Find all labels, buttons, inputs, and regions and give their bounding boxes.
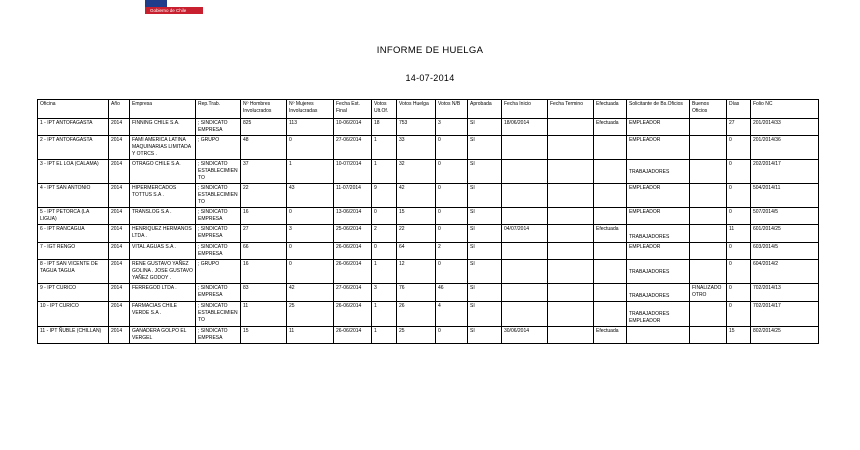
- cell-folio: 802/2014/25: [751, 327, 819, 344]
- cell-solicitante-text: EMPLEADOR: [629, 209, 661, 215]
- cell-mujeres: 113: [287, 119, 334, 136]
- cell-fecha-final: 13-06/2014: [334, 208, 372, 225]
- cell-buenos: [690, 136, 727, 160]
- cell-fecha-termino: [548, 302, 594, 327]
- cell-oficina: 7 - IGT RENGO: [38, 243, 109, 260]
- cell-oficina: 8 - IPT SAN VICENTE DE TAGUA TAGUA: [38, 260, 109, 284]
- cell-rep: ; SINDICATO ESTABLECIMIENTO: [196, 184, 241, 208]
- cell-hombres: 11: [241, 302, 287, 327]
- cell-fecha-inicio: [502, 243, 548, 260]
- cell-folio: 702/2014/13: [751, 284, 819, 302]
- cell-anio: 2014: [109, 302, 130, 327]
- cell-oficina: 5 - IPT PETORCA (LA LIGUA): [38, 208, 109, 225]
- column-header: Votos Ult.Of.: [372, 100, 397, 119]
- cell-votos-huelga: 33: [397, 136, 436, 160]
- cell-empresa: GANADERA GOLPO EL VERGEL: [130, 327, 196, 344]
- cell-buenos: [690, 243, 727, 260]
- cell-votos-ult: 0: [372, 208, 397, 225]
- cell-fecha-inicio: 30/06/2014: [502, 327, 548, 344]
- cell-votos-nb: 0: [436, 260, 468, 284]
- cell-aprobada: SI: [468, 160, 502, 184]
- cell-solicitante-text: EMPLEADOR: [629, 185, 661, 191]
- cell-solicitante-lower-text: TRABAJADORES: [629, 269, 670, 275]
- cell-aprobada: SI: [468, 119, 502, 136]
- cell-hombres: 22: [241, 184, 287, 208]
- cell-oficina: 9 - IPT CURICO: [38, 284, 109, 302]
- cell-aprobada: SI: [468, 284, 502, 302]
- cell-solicitante: [627, 225, 690, 243]
- cell-solicitante-lower-text: TRABAJADORES EMPLEADOR: [629, 311, 670, 324]
- cell-rep: ; SINDICATO EMPRESA: [196, 284, 241, 302]
- cell-folio: 507/2014/5: [751, 208, 819, 225]
- cell-efectuada: [594, 243, 627, 260]
- cell-votos-huelga: 25: [397, 327, 436, 344]
- cell-oficina: 6 - IPT RANCAGUA: [38, 225, 109, 243]
- cell-hombres: 37: [241, 160, 287, 184]
- table-header-row: [38, 100, 819, 119]
- cell-aprobada: SI: [468, 302, 502, 327]
- logo-text: Gobierno de Chile: [150, 8, 187, 13]
- cell-votos-nb: 0: [436, 184, 468, 208]
- cell-fecha-termino: [548, 136, 594, 160]
- cell-solicitante-lower-text: TRABAJADORES: [629, 234, 670, 240]
- cell-anio: 2014: [109, 225, 130, 243]
- cell-votos-ult: 0: [372, 243, 397, 260]
- cell-buenos: [690, 119, 727, 136]
- cell-votos-ult: 9: [372, 184, 397, 208]
- cell-hombres: 83: [241, 284, 287, 302]
- report-title: INFORME DE HUELGA: [376, 45, 484, 56]
- cell-folio: 504/2014/11: [751, 184, 819, 208]
- cell-votos-nb: 0: [436, 225, 468, 243]
- table-row: [38, 225, 819, 243]
- cell-aprobada: SI: [468, 208, 502, 225]
- cell-folio: 201/2014/36: [751, 136, 819, 160]
- cell-solicitante: [627, 243, 690, 260]
- table-row: [38, 184, 819, 208]
- cell-votos-ult: 2: [372, 225, 397, 243]
- cell-votos-ult: 1: [372, 260, 397, 284]
- cell-hombres: 66: [241, 243, 287, 260]
- cell-fecha-inicio: [502, 302, 548, 327]
- cell-efectuada: [594, 302, 627, 327]
- cell-hombres: 48: [241, 136, 287, 160]
- cell-buenos: [690, 302, 727, 327]
- cell-votos-nb: 0: [436, 136, 468, 160]
- cell-solicitante-text: EMPLEADOR: [629, 137, 661, 143]
- cell-anio: 2014: [109, 243, 130, 260]
- cell-votos-huelga: 753: [397, 119, 436, 136]
- logo-blue-block: [145, 0, 167, 7]
- column-header: Fecha Inicio: [502, 100, 548, 119]
- cell-votos-huelga: 76: [397, 284, 436, 302]
- cell-votos-huelga: 26: [397, 302, 436, 327]
- cell-votos-nb: 46: [436, 284, 468, 302]
- strike-report-table: [37, 99, 819, 344]
- cell-buenos: [690, 160, 727, 184]
- column-header: Aprobada: [468, 100, 502, 119]
- column-header: Año: [109, 100, 130, 119]
- cell-anio: 2014: [109, 327, 130, 344]
- cell-solicitante: [627, 160, 690, 184]
- cell-dias: 27: [727, 119, 751, 136]
- cell-fecha-inicio: [502, 136, 548, 160]
- cell-votos-ult: 1: [372, 302, 397, 327]
- column-header: Fecha Termino: [548, 100, 594, 119]
- cell-efectuada: Efectuada: [594, 119, 627, 136]
- column-header: Votos Huelga: [397, 100, 436, 119]
- cell-fecha-inicio: [502, 160, 548, 184]
- cell-anio: 2014: [109, 284, 130, 302]
- cell-fecha-inicio: [502, 284, 548, 302]
- column-header: Votos N/B: [436, 100, 468, 119]
- cell-buenos: [690, 225, 727, 243]
- cell-fecha-final: 26-06/2014: [334, 327, 372, 344]
- cell-dias: 15: [727, 327, 751, 344]
- cell-efectuada: [594, 260, 627, 284]
- cell-anio: 2014: [109, 260, 130, 284]
- cell-fecha-termino: [548, 327, 594, 344]
- cell-fecha-final: 26-06/2014: [334, 243, 372, 260]
- table-body: [38, 119, 819, 344]
- cell-mujeres: 0: [287, 136, 334, 160]
- cell-votos-huelga: 64: [397, 243, 436, 260]
- cell-efectuada: [594, 184, 627, 208]
- cell-fecha-final: 10-07/2014: [334, 160, 372, 184]
- cell-fecha-termino: [548, 284, 594, 302]
- cell-oficina: 1 - IPT ANTOFAGASTA: [38, 119, 109, 136]
- cell-efectuada: Efectuada: [594, 225, 627, 243]
- cell-fecha-final: 10-06/2014: [334, 119, 372, 136]
- cell-votos-ult: 1: [372, 327, 397, 344]
- cell-rep: ; SINDICATO EMPRESA: [196, 208, 241, 225]
- cell-solicitante-text: EMPLEADOR: [629, 244, 661, 250]
- table-row: [38, 160, 819, 184]
- column-header: Nº Mujeres Involucradas: [287, 100, 334, 119]
- cell-fecha-final: 27-06/2014: [334, 284, 372, 302]
- cell-efectuada: [594, 160, 627, 184]
- cell-mujeres: 0: [287, 260, 334, 284]
- report-date: 14-07-2014: [405, 73, 455, 83]
- cell-solicitante: [627, 119, 690, 136]
- table-row: [38, 327, 819, 344]
- cell-aprobada: SI: [468, 184, 502, 208]
- cell-hombres: 16: [241, 208, 287, 225]
- cell-efectuada: [594, 136, 627, 160]
- cell-buenos: [690, 208, 727, 225]
- cell-mujeres: 0: [287, 208, 334, 225]
- cell-oficina: 11 - IPT ÑUBLE (CHILLAN): [38, 327, 109, 344]
- cell-mujeres: 11: [287, 327, 334, 344]
- cell-hombres: 15: [241, 327, 287, 344]
- cell-dias: 0: [727, 184, 751, 208]
- cell-efectuada: [594, 284, 627, 302]
- table-row: [38, 243, 819, 260]
- cell-rep: ; GRUPO: [196, 260, 241, 284]
- table-row: [38, 260, 819, 284]
- cell-fecha-termino: [548, 160, 594, 184]
- cell-oficina: 4 - IPT SAN ANTONIO: [38, 184, 109, 208]
- cell-solicitante: [627, 260, 690, 284]
- cell-fecha-termino: [548, 225, 594, 243]
- cell-anio: 2014: [109, 119, 130, 136]
- cell-votos-nb: 0: [436, 208, 468, 225]
- table-row: [38, 208, 819, 225]
- cell-dias: 0: [727, 284, 751, 302]
- cell-anio: 2014: [109, 160, 130, 184]
- cell-votos-huelga: 15: [397, 208, 436, 225]
- cell-votos-huelga: 32: [397, 160, 436, 184]
- cell-buenos: [690, 327, 727, 344]
- cell-oficina: 2 - IPT ANTOFAGASTA: [38, 136, 109, 160]
- cell-rep: ; SINDICATO EMPRESA: [196, 327, 241, 344]
- column-header: Fecha Est. Final: [334, 100, 372, 119]
- cell-empresa: FARMACIAS CHILE VERDE S.A .: [130, 302, 196, 327]
- cell-votos-ult: 3: [372, 284, 397, 302]
- cell-anio: 2014: [109, 184, 130, 208]
- cell-buenos: [690, 260, 727, 284]
- cell-solicitante: [627, 284, 690, 302]
- cell-empresa: RENE GUSTAVO YAÑEZ GOLINA . JOSE GUSTAVO YAÑEZ GODOY .: [130, 260, 196, 284]
- cell-votos-huelga: 12: [397, 260, 436, 284]
- cell-folio: 702/2014/17: [751, 302, 819, 327]
- table-row: [38, 302, 819, 327]
- cell-fecha-inicio: 18/06/2014: [502, 119, 548, 136]
- cell-folio: 201/2014/33: [751, 119, 819, 136]
- cell-aprobada: SI: [468, 225, 502, 243]
- column-header: Nº Hombres Involucrados: [241, 100, 287, 119]
- cell-empresa: HENRIQUEZ HERMANOS LTDA .: [130, 225, 196, 243]
- cell-fecha-final: 27-06/2014: [334, 136, 372, 160]
- column-header: Folio NC: [751, 100, 819, 119]
- cell-rep: ; SINDICATO ESTABLECIMIENTO: [196, 160, 241, 184]
- cell-fecha-final: 11-07/2014: [334, 184, 372, 208]
- cell-dias: 0: [727, 208, 751, 225]
- cell-mujeres: 3: [287, 225, 334, 243]
- cell-aprobada: SI: [468, 327, 502, 344]
- gobierno-logo: [145, 0, 203, 14]
- cell-folio: 601/2014/25: [751, 225, 819, 243]
- cell-votos-ult: 1: [372, 160, 397, 184]
- cell-folio: 603/2014/5: [751, 243, 819, 260]
- column-header: Días: [727, 100, 751, 119]
- cell-fecha-inicio: 04/07/2014: [502, 225, 548, 243]
- cell-solicitante-lower-text: TRABAJADORES: [629, 293, 670, 299]
- cell-mujeres: 0: [287, 243, 334, 260]
- cell-fecha-termino: [548, 184, 594, 208]
- cell-empresa: HIPERMERCADOS TOTTUS S.A .: [130, 184, 196, 208]
- cell-anio: 2014: [109, 208, 130, 225]
- column-header: Buenos Oficios: [690, 100, 727, 119]
- cell-aprobada: SI: [468, 243, 502, 260]
- cell-solicitante: [627, 136, 690, 160]
- cell-efectuada: Efectuada: [594, 327, 627, 344]
- cell-solicitante: [627, 327, 690, 344]
- cell-mujeres: 25: [287, 302, 334, 327]
- cell-votos-ult: 1: [372, 136, 397, 160]
- cell-efectuada: [594, 208, 627, 225]
- cell-rep: ; SINDICATO EMPRESA: [196, 243, 241, 260]
- cell-dias: 0: [727, 136, 751, 160]
- cell-votos-nb: 2: [436, 243, 468, 260]
- cell-empresa: TRANSLOG S.A .: [130, 208, 196, 225]
- cell-solicitante-text: EMPLEADOR: [629, 120, 661, 126]
- cell-buenos: [690, 184, 727, 208]
- cell-empresa: FINNING CHILE S.A.: [130, 119, 196, 136]
- cell-fecha-inicio: [502, 184, 548, 208]
- column-header: Solicitante de Bs.Oficios: [627, 100, 690, 119]
- cell-fecha-termino: [548, 243, 594, 260]
- cell-folio: 604/2014/2: [751, 260, 819, 284]
- cell-empresa: VITAL AGUAS S.A .: [130, 243, 196, 260]
- column-header: Rep.Trab.: [196, 100, 241, 119]
- cell-fecha-termino: [548, 260, 594, 284]
- cell-hombres: 27: [241, 225, 287, 243]
- cell-rep: ; SINDICATO EMPRESA: [196, 119, 241, 136]
- cell-votos-nb: 4: [436, 302, 468, 327]
- cell-votos-nb: 0: [436, 327, 468, 344]
- cell-oficina: 3 - IPT EL LOA (CALAMA): [38, 160, 109, 184]
- cell-fecha-final: 25-06/2014: [334, 225, 372, 243]
- column-header: Oficina: [38, 100, 109, 119]
- cell-folio: 202/2014/17: [751, 160, 819, 184]
- cell-empresa: OTRAGO CHILE S.A.: [130, 160, 196, 184]
- cell-mujeres: 1: [287, 160, 334, 184]
- cell-solicitante-lower-text: TRABAJADORES: [629, 169, 670, 175]
- cell-hombres: 825: [241, 119, 287, 136]
- cell-dias: 0: [727, 243, 751, 260]
- cell-fecha-final: 26-06/2014: [334, 260, 372, 284]
- cell-buenos: FINALIZADO OTRO: [690, 284, 727, 302]
- cell-fecha-termino: [548, 119, 594, 136]
- cell-dias: 0: [727, 302, 751, 327]
- cell-dias: 0: [727, 160, 751, 184]
- cell-votos-huelga: 42: [397, 184, 436, 208]
- cell-fecha-termino: [548, 208, 594, 225]
- cell-mujeres: 42: [287, 284, 334, 302]
- cell-aprobada: SI: [468, 260, 502, 284]
- cell-votos-nb: 3: [436, 119, 468, 136]
- cell-fecha-inicio: [502, 208, 548, 225]
- cell-fecha-inicio: [502, 260, 548, 284]
- cell-dias: 11: [727, 225, 751, 243]
- table-row: [38, 119, 819, 136]
- cell-anio: 2014: [109, 136, 130, 160]
- cell-votos-nb: 0: [436, 160, 468, 184]
- cell-rep: ; SINDICATO EMPRESA: [196, 225, 241, 243]
- cell-votos-ult: 18: [372, 119, 397, 136]
- cell-rep: ; SINDICATO ESTABLECIMIENTO: [196, 302, 241, 327]
- cell-dias: 0: [727, 260, 751, 284]
- cell-solicitante: [627, 208, 690, 225]
- cell-hombres: 16: [241, 260, 287, 284]
- cell-mujeres: 43: [287, 184, 334, 208]
- cell-empresa: FAMI AMERICA LATINA MAQUINARIAS LIMITADA Y OTRCS .: [130, 136, 196, 160]
- table-row: [38, 136, 819, 160]
- cell-fecha-final: 26-06/2014: [334, 302, 372, 327]
- cell-solicitante: [627, 302, 690, 327]
- table-row: [38, 284, 819, 302]
- cell-solicitante: [627, 184, 690, 208]
- column-header: Empresa: [130, 100, 196, 119]
- cell-votos-huelga: 22: [397, 225, 436, 243]
- cell-empresa: FERREGOD LTDA .: [130, 284, 196, 302]
- cell-aprobada: SI: [468, 136, 502, 160]
- cell-oficina: 10 - IPT CURICO: [38, 302, 109, 327]
- column-header: Efectuada: [594, 100, 627, 119]
- cell-rep: ; GRUPO: [196, 136, 241, 160]
